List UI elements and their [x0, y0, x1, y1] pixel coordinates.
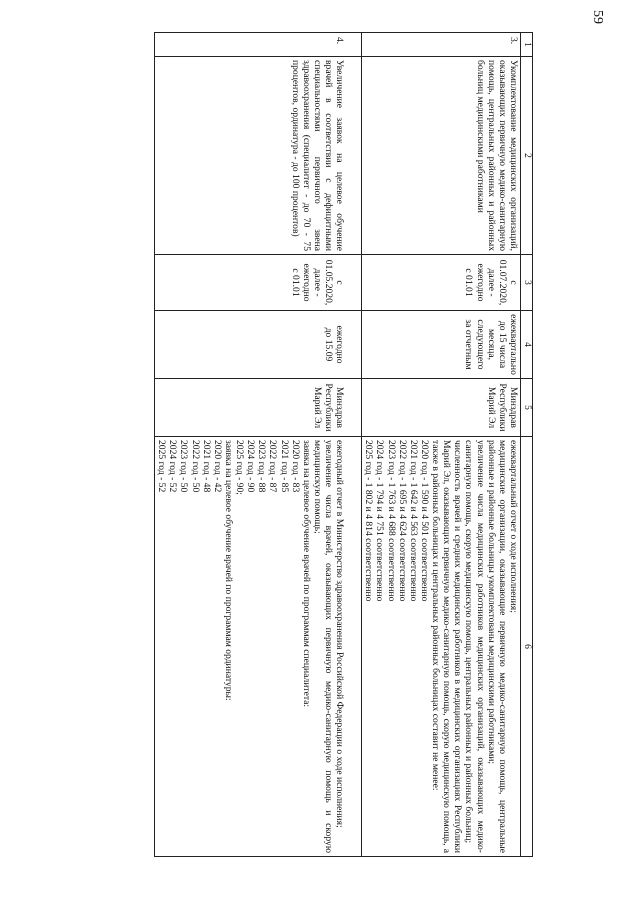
result-line: заявка на целевое обучение врачей по программам ординатуры:	[222, 440, 234, 701]
deadline-line: ежегодно	[334, 325, 346, 364]
start-date-line: далее -	[311, 268, 323, 297]
start-date-line: с 01.01	[289, 268, 301, 297]
result-cell	[155, 437, 362, 857]
result-cell	[362, 437, 521, 857]
result-line: 2025 год - 90;	[234, 440, 246, 495]
header-row	[520, 33, 532, 857]
result-line: 2024 год - 52	[167, 440, 179, 493]
row-number: 4.	[155, 33, 362, 57]
result-line: численность врачей и средних медицинских работников в медицинских организациях Республики Марий Эл, оказывающих первичную медико-санитарную помощь, скорую медицинскую помощь, а также в районных больницах и центральных районных больницах составит не менее:	[430, 440, 464, 853]
responsible-cell	[155, 379, 362, 437]
result-line: заявка на целевое обучение врачей по программам специалитета:	[300, 440, 312, 708]
result-line: 2023 год - 88	[256, 440, 268, 493]
result-line: 2020 год - 1 590 и 4 501 соответственно	[418, 440, 430, 602]
result-line: 2022 год - 87	[267, 440, 279, 493]
result-line: 2021 год - 85	[278, 440, 290, 493]
result-line: медицинские организации, оказывающие первичную медико-санитарную помощь, центральные районные и районные больницы укомплектованы медицинскими работниками;	[485, 440, 508, 853]
page-number: 59	[590, 10, 605, 24]
result-line: 2023 год - 1 763 и 4 688 соответственно	[385, 440, 397, 602]
col-header-2: 2	[520, 57, 532, 255]
deadline-line: за отчетным	[463, 319, 475, 370]
table-row	[155, 33, 362, 857]
result-line: 2025 год - 52	[156, 440, 168, 493]
deadline-line: следующего	[474, 319, 486, 370]
start-date-line: 01.07.2020,	[496, 259, 508, 306]
row-number: 3.	[362, 33, 521, 57]
result-line: 2021 год - 1 642 и 4 563 соответственно	[407, 440, 419, 602]
table-row	[362, 33, 521, 857]
responsible-line: Республики	[323, 383, 335, 432]
start-date-line: с	[507, 280, 519, 285]
result-line: 2022 год - 1 695 и 4 624 соответственно	[396, 440, 408, 602]
responsible-line: Минздрав	[507, 387, 519, 428]
col-header-5: 5	[520, 379, 532, 437]
result-line: 2024 год - 1 794 и 4 751 соответственно	[374, 440, 386, 602]
result-line: 2024 год - 90	[245, 440, 257, 493]
result-line: 2020 год - 42	[211, 440, 223, 493]
responsible-line: Марий Эл	[311, 386, 323, 429]
result-line: 2023 год - 50	[178, 440, 190, 493]
result-line: ежегодный отчет в Министерство здравоохранения Российской Федерации о ходе исполнения;	[334, 440, 346, 828]
activity-cell: Увеличение заявок на целевое обучение врачей в соответствии с дефицитными специальностями первичного звена здравоохранения (специалитет - до 70 - 75 процентов, ординатура - до 100 процентов)	[155, 57, 362, 255]
responsible-cell	[362, 379, 521, 437]
start-date-line: ежегодно	[300, 263, 312, 302]
responsible-line: Марий Эл	[485, 386, 497, 429]
start-date-line: далее -	[485, 268, 497, 297]
activity-cell: Укомплектование медицинских организаций, оказывающих первичную медико-санитарную помощь, центральных районных и районных больниц медицинскими работниками	[362, 57, 521, 255]
col-header-6: 6	[520, 437, 532, 857]
start-date-cell	[155, 255, 362, 311]
col-header-3: 3	[520, 255, 532, 311]
start-date-line: с 01.01	[463, 268, 475, 297]
start-date-cell	[362, 255, 521, 311]
col-header-4: 4	[520, 311, 532, 379]
result-line: ежеквартальный отчет о ходе исполнения;	[507, 440, 519, 613]
result-line: 2021 год - 48	[200, 440, 212, 493]
responsible-line: Минздрав	[334, 387, 346, 428]
start-date-line: ежегодно	[474, 263, 486, 302]
plan-table	[154, 32, 533, 857]
result-line: увеличение числа врачей, оказывающих первичную медико-санитарную помощь и скорую медицинскую помощь;	[311, 440, 335, 853]
deadline-line: месяца,	[485, 328, 497, 361]
col-header-1: 1	[520, 33, 532, 57]
deadline-line: ежеквартально	[507, 314, 519, 375]
start-date-line: 01.05.2020,	[323, 259, 335, 306]
start-date-line: с	[334, 280, 346, 285]
result-line: 2025 год - 1 802 и 4 814 соответственно	[363, 440, 375, 602]
result-line: 2020 год - 83	[289, 440, 301, 493]
deadline-line: до 15 числа	[496, 320, 508, 369]
result-line: увеличение числа медицинских работников медицинских организаций, оказывающих медико-санитарную помощь, скорую медицинскую помощь, центральных районных и районных больниц;	[463, 440, 486, 853]
deadline-cell	[155, 311, 362, 379]
responsible-line: Республики	[496, 383, 508, 432]
deadline-line: до 15.09	[323, 327, 335, 362]
result-line: 2022 год - 50	[189, 440, 201, 493]
deadline-cell	[362, 311, 521, 379]
